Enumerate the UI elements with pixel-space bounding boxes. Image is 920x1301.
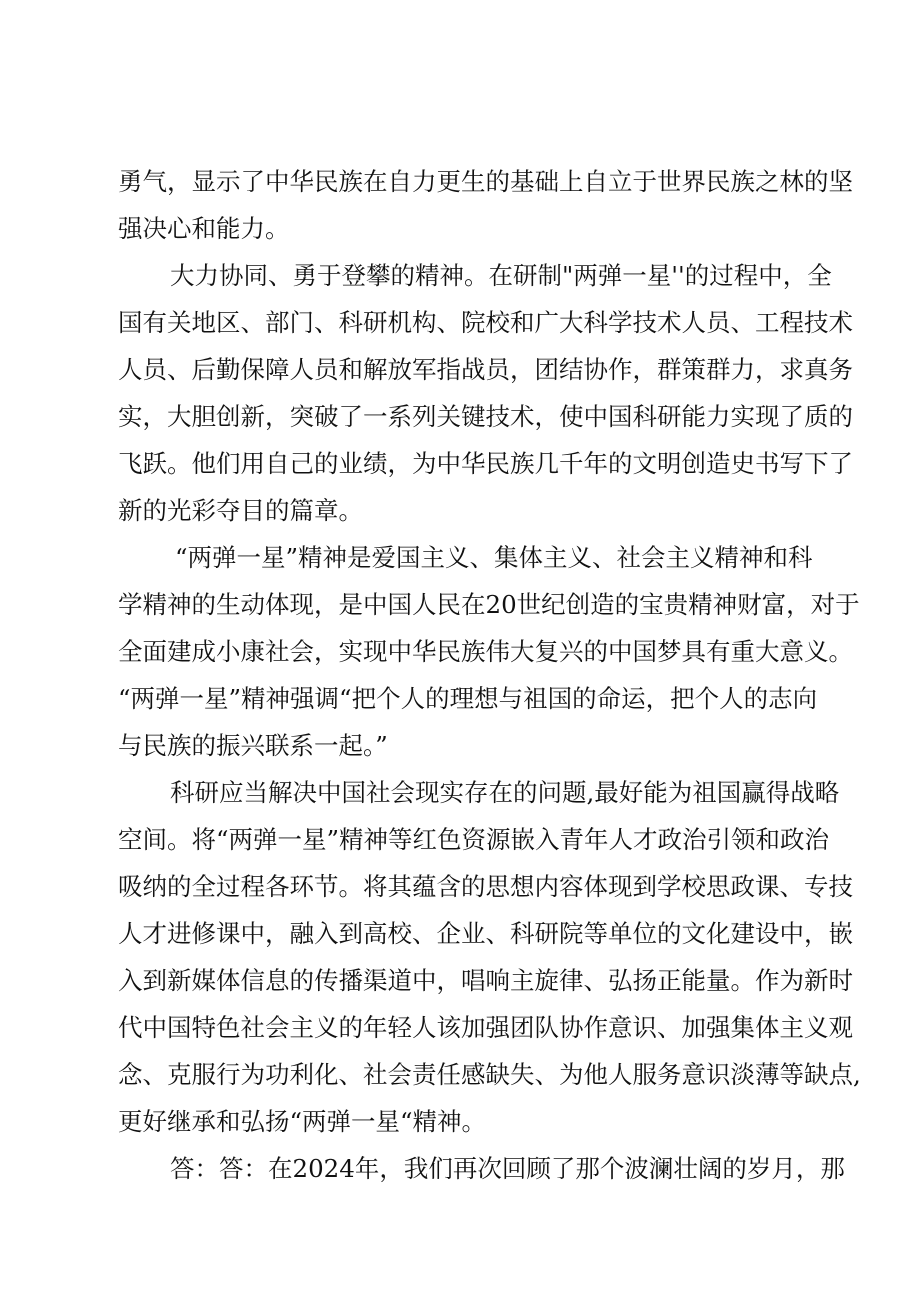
paragraph-2-line-6: 新的光彩夺目的篇章。 bbox=[118, 496, 363, 525]
paragraph-4-line-4: 人才进修课中，融入到高校、企业、科研院等单位的文化建设中，嵌 bbox=[118, 919, 853, 948]
paragraph-4-line-2: 空间。将“两弹一星”精神等红色资源嵌入青年人才政治引领和政治 bbox=[118, 825, 830, 854]
paragraph-4-line-7: 念、克服行为功利化、社会责任感缺失、为他人服务意识淡薄等缺点, bbox=[118, 1060, 861, 1089]
paragraph-4-line-8: 更好继承和弘扬“两弹一星“精神。 bbox=[118, 1107, 487, 1136]
paragraph-3-line-4: “两弹一星”精神强调“把个人的理想与祖国的命运，把个人的志向 bbox=[118, 684, 818, 713]
paragraph-3-line-1: “两弹一星”精神是爱国主义、集体主义、社会主义精神和科 bbox=[175, 543, 813, 572]
paragraph-2-line-2: 国有关地区、部门、科研机构、院校和广大科学技术人员、工程技术 bbox=[118, 308, 853, 337]
paragraph-3-line-5: 与民族的振兴联系一起。” bbox=[118, 731, 388, 760]
paragraph-4-line-5: 入到新媒体信息的传播渠道中，唱响主旋律、弘扬正能量。作为新时 bbox=[118, 966, 853, 995]
paragraph-3-line-3: 全面建成小康社会，实现中华民族伟大复兴的中国梦具有重大意义。 bbox=[118, 637, 853, 666]
paragraph-1-line-1: 勇气，显示了中华民族在自力更生的基础上自立于世界民族之林的坚 bbox=[118, 167, 853, 196]
paragraph-4-line-1: 科研应当解决中国社会现实存在的问题,最好能为祖国赢得战略 bbox=[170, 778, 840, 807]
paragraph-2-line-5: 飞跃。他们用自己的业绩，为中华民族几千年的文明创造史书写下了 bbox=[118, 449, 853, 478]
paragraph-2-line-3: 人员、后勤保障人员和解放军指战员，团结协作，群策群力，求真务 bbox=[118, 355, 853, 384]
paragraph-3-line-2: 学精神的生动体现，是中国人民在20世纪创造的宝贵精神财富，对于 bbox=[118, 590, 860, 619]
paragraph-2-line-4: 实，大胆创新，突破了一系列关键技术，使中国科研能力实现了质的 bbox=[118, 402, 853, 431]
paragraph-2-line-1: 大力协同、勇于登攀的精神。在研制"两弹一星''的过程中，全 bbox=[170, 261, 832, 290]
paragraph-4-line-6: 代中国特色社会主义的年轻人该加强团队协作意识、加强集体主义观 bbox=[118, 1013, 853, 1042]
paragraph-1-line-2: 强决心和能力。 bbox=[118, 214, 290, 243]
paragraph-5-line-1: 答：答：在2024年，我们再次回顾了那个波澜壮阔的岁月，那 bbox=[170, 1154, 845, 1183]
paragraph-4-line-3: 吸纳的全过程各环节。将其蕴含的思想内容体现到学校思政课、专技 bbox=[118, 872, 853, 901]
